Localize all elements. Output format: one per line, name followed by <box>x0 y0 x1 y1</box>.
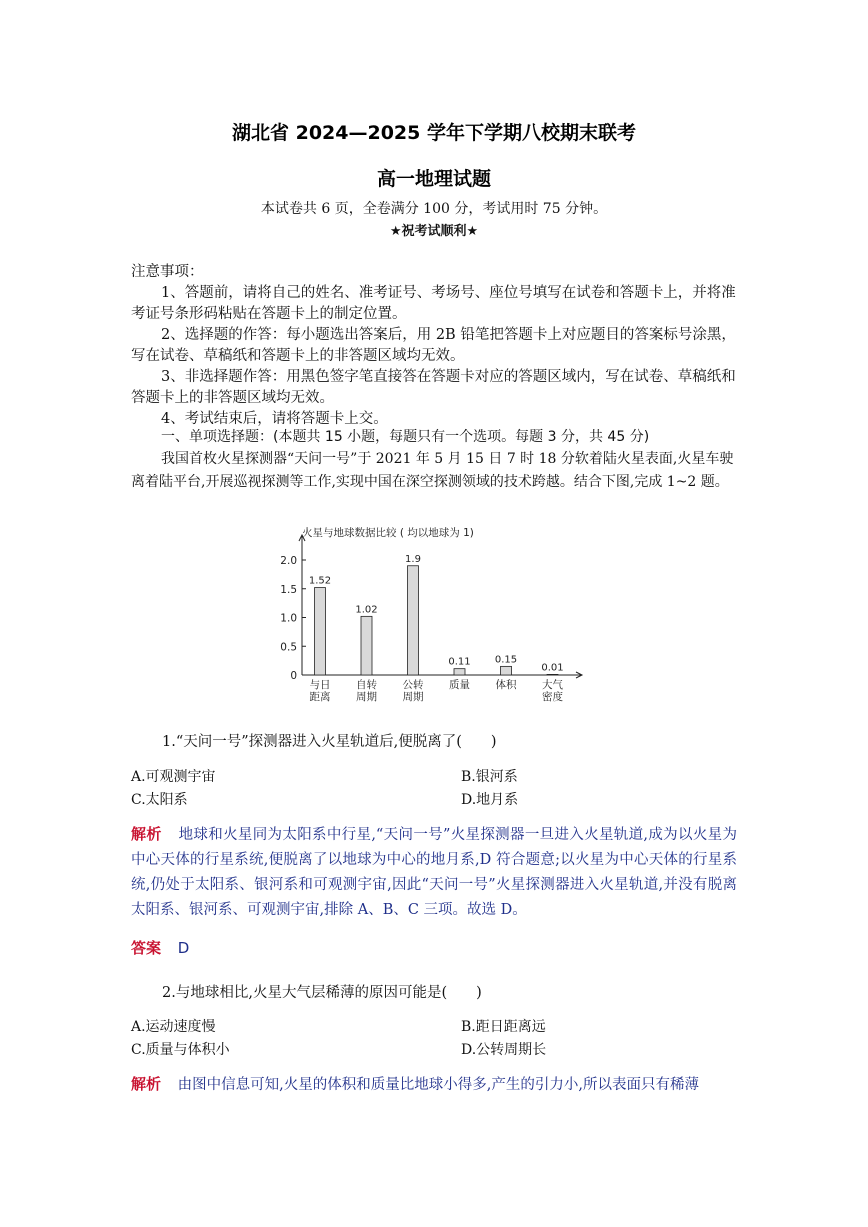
notice-item-2: 2、选择题的作答：每小题选出答案后，用 2B 铅笔把答题卡上对应题目的答案标号涂黑，写在试卷、草稿纸和答题卡上的非答题区域均无效。 <box>131 327 736 364</box>
bar <box>454 669 465 675</box>
x-tick-label: 公转 <box>402 679 424 691</box>
bar-value-label: 1.9 <box>405 553 421 565</box>
section-heading: 一、单项选择题：(本题共 15 小题，每题只有一个选项。每题 3 分，共 45 分) <box>161 429 650 445</box>
exam-title: 湖北省 2024—2025 学年下学期八校期末联考 <box>232 122 636 144</box>
x-tick-label: 大气 <box>542 679 563 691</box>
x-tick-label: 质量 <box>449 679 470 691</box>
notice-item-4: 4、考试结束后，请将答题卡上交。 <box>161 411 388 427</box>
notice-item-1: 1、答题前，请将自己的姓名、准考证号、考场号、座位号填写在试卷和答题卡上，并将准考证号条形码粘贴在答题卡上的制定位置。 <box>131 285 736 322</box>
q2-option-c: C.质量与体积小 <box>131 1042 230 1058</box>
bar <box>315 588 326 675</box>
x-tick-label: 自转 <box>356 679 377 691</box>
bar-value-label: 1.02 <box>355 604 378 616</box>
bar <box>361 616 372 675</box>
q1-option-d: D.地月系 <box>461 792 519 808</box>
q1-analysis <box>131 822 737 923</box>
y-tick-label: 2.0 <box>280 555 297 567</box>
y-tick-label: 1.0 <box>280 612 297 625</box>
q1-analysis-label: 解析 <box>131 825 162 843</box>
q1-analysis-text: 地球和火星同为太阳系中行星,“天问一号”火星探测器一旦进入火星轨道,成为以火星为中心天体的行星系统,便脱离了以地球为中心的地月系,D 符合题意;以火星为中心天体的行星系统,仍处于太阳系、银河系和可观测宇宙,因此“天问一号”火星探测器进入火星轨道,并没有脱离太阳系、银河系、可观测宇宙,排除 A、B、C 三项。故选 D。 <box>131 827 737 918</box>
q1-answer-value: D <box>177 939 190 957</box>
q2-analysis-label: 解析 <box>131 1075 162 1093</box>
y-tick-label: 0.5 <box>280 641 297 654</box>
exam-wish: ★祝考试顺利★ <box>389 224 479 239</box>
q1-option-c: C.太阳系 <box>131 792 188 808</box>
x-tick-label: 密度 <box>542 691 563 703</box>
q1-option-b: B.银河系 <box>461 769 518 785</box>
bar <box>501 666 512 675</box>
chart-title: 火星与地球数据比较 ( 均以地球为 1) <box>302 527 474 539</box>
q2-analysis <box>131 1072 737 1098</box>
x-tick-label: 与日 <box>309 679 331 691</box>
q1-stem: 1.“天问一号”探测器进入火星轨道后,便脱离了( ) <box>162 734 497 750</box>
notice-item-3: 3、非选择题作答：用黑色签字笔直接答在答题卡对应的答题区域内，写在试卷、草稿纸和答题卡上的非答题区域均无效。 <box>131 369 736 406</box>
mars-earth-chart <box>270 518 600 710</box>
x-tick-label: 周期 <box>356 691 377 703</box>
bar-value-label: 0.11 <box>448 656 471 668</box>
q1-option-a: A.可观测宇宙 <box>131 769 216 785</box>
exam-info: 本试卷共 6 页，全卷满分 100 分，考试用时 75 分钟。 <box>260 201 608 217</box>
x-tick-label: 距离 <box>309 691 331 703</box>
bar-value-label: 0.01 <box>541 662 564 674</box>
q1-answer-label: 答案 <box>131 939 162 957</box>
q1-answer <box>131 937 189 958</box>
notice-heading: 注意事项： <box>131 264 204 280</box>
bar-value-label: 0.15 <box>494 654 518 666</box>
bar <box>547 674 558 675</box>
q2-option-d: D.公转周期长 <box>461 1042 547 1058</box>
y-tick-label: 0 <box>290 670 297 682</box>
notice-block <box>131 262 737 430</box>
q2-analysis-text: 由图中信息可知,火星的体积和质量比地球小得多,产生的引力小,所以表面只有稀薄 <box>177 1077 699 1093</box>
q2-option-a: A.运动速度慢 <box>131 1019 216 1035</box>
y-tick-label: 1.5 <box>280 583 297 596</box>
q2-option-b: B.距日距离远 <box>461 1019 546 1035</box>
exam-subtitle: 高一地理试题 <box>376 168 491 190</box>
chart-bars <box>309 554 564 703</box>
x-tick-label: 体积 <box>495 679 517 691</box>
x-tick-label: 周期 <box>402 691 424 703</box>
section-intro: 我国首枚火星探测器“天问一号”于 2021 年 5 月 15 日 7 时 18 分软着陆火星表面,火星车驶离着陆平台,开展巡视探测等工作,实现中国在深空探测领域的技术跨越。结合下图,完成 1~2 题。 <box>131 451 734 490</box>
bar-value-label: 1.52 <box>308 575 332 587</box>
bar <box>408 566 419 675</box>
q2-stem: 2.与地球相比,火星大气层稀薄的原因可能是( ) <box>162 985 482 1001</box>
